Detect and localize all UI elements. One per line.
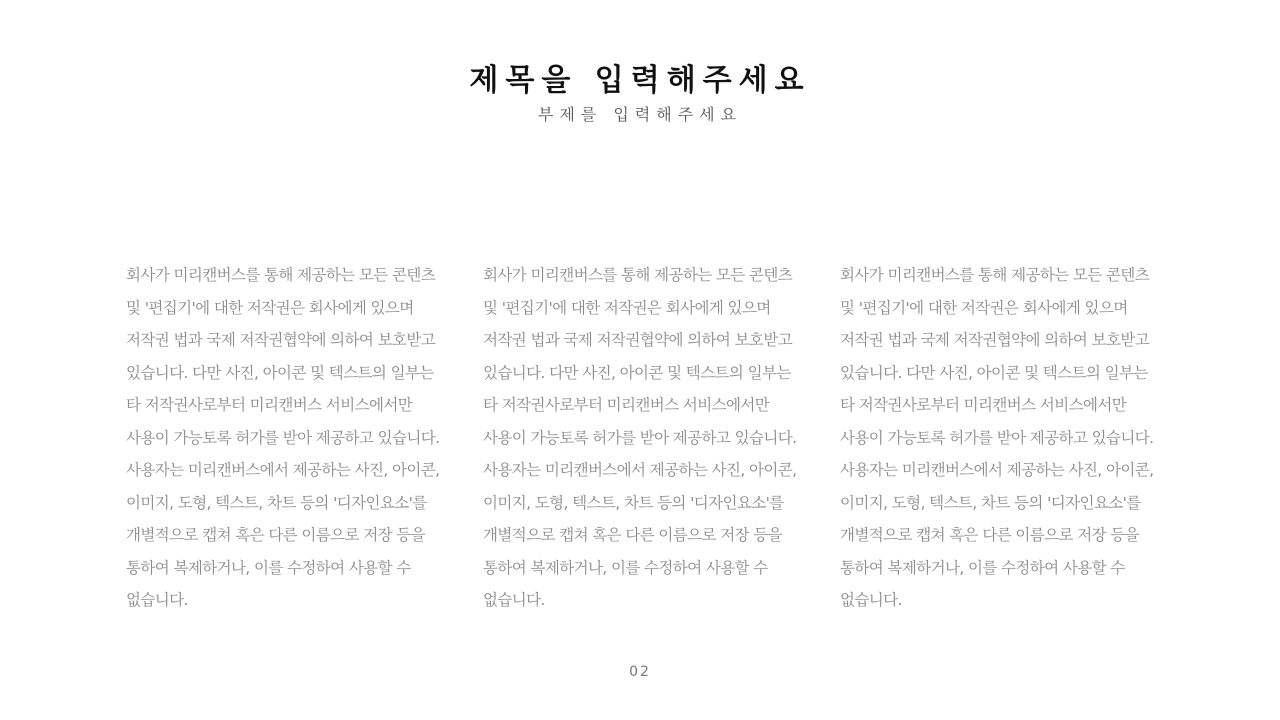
text-columns <box>126 259 1156 619</box>
body-text-column-1: 회사가 미리캔버스를 통해 제공하는 모든 콘텐츠 및 '편집기'에 대한 저작권은 회사에게 있으며 저작권 법과 국제 저작권협약에 의하여 보호받고 있습니다. 다만 사진, 아이콘 및 텍스트의 일부는 타 저작권사로부터 미리캔버스 서비스에서만 사용이 가능토록 허가를 받아 제공하고 있습니다. 사용자는 미리캔버스에서 제공하는 사진, 아이콘, 이미지, 도형, 텍스트, 차트 등의 '디자인요소'를 개별적으로 캡쳐 혹은 다른 이름으로 저장 등을 통하여 복제하거나, 이를 수정하여 사용할 수 없습니다. <box>126 266 440 609</box>
slide-subtitle: 부제를 입력해주세요 <box>537 105 743 124</box>
body-text-column-2: 회사가 미리캔버스를 통해 제공하는 모든 콘텐츠 및 '편집기'에 대한 저작권은 회사에게 있으며 저작권 법과 국제 저작권협약에 의하여 보호받고 있습니다. 다만 사진, 아이콘 및 텍스트의 일부는 타 저작권사로부터 미리캔버스 서비스에서만 사용이 가능토록 허가를 받아 제공하고 있습니다. 사용자는 미리캔버스에서 제공하는 사진, 아이콘, 이미지, 도형, 텍스트, 차트 등의 '디자인요소'를 개별적으로 캡쳐 혹은 다른 이름으로 저장 등을 통하여 복제하거나, 이를 수정하여 사용할 수 없습니다. <box>483 266 797 609</box>
body-text-column-3: 회사가 미리캔버스를 통해 제공하는 모든 콘텐츠 및 '편집기'에 대한 저작권은 회사에게 있으며 저작권 법과 국제 저작권협약에 의하여 보호받고 있습니다. 다만 사진, 아이콘 및 텍스트의 일부는 타 저작권사로부터 미리캔버스 서비스에서만 사용이 가능토록 허가를 받아 제공하고 있습니다. 사용자는 미리캔버스에서 제공하는 사진, 아이콘, 이미지, 도형, 텍스트, 차트 등의 '디자인요소'를 개별적으로 캡쳐 혹은 다른 이름으로 저장 등을 통하여 복제하거나, 이를 수정하여 사용할 수 없습니다. <box>840 266 1154 609</box>
page-number: 02 <box>629 664 651 680</box>
slide-title: 제목을 입력해주세요 <box>469 63 811 98</box>
